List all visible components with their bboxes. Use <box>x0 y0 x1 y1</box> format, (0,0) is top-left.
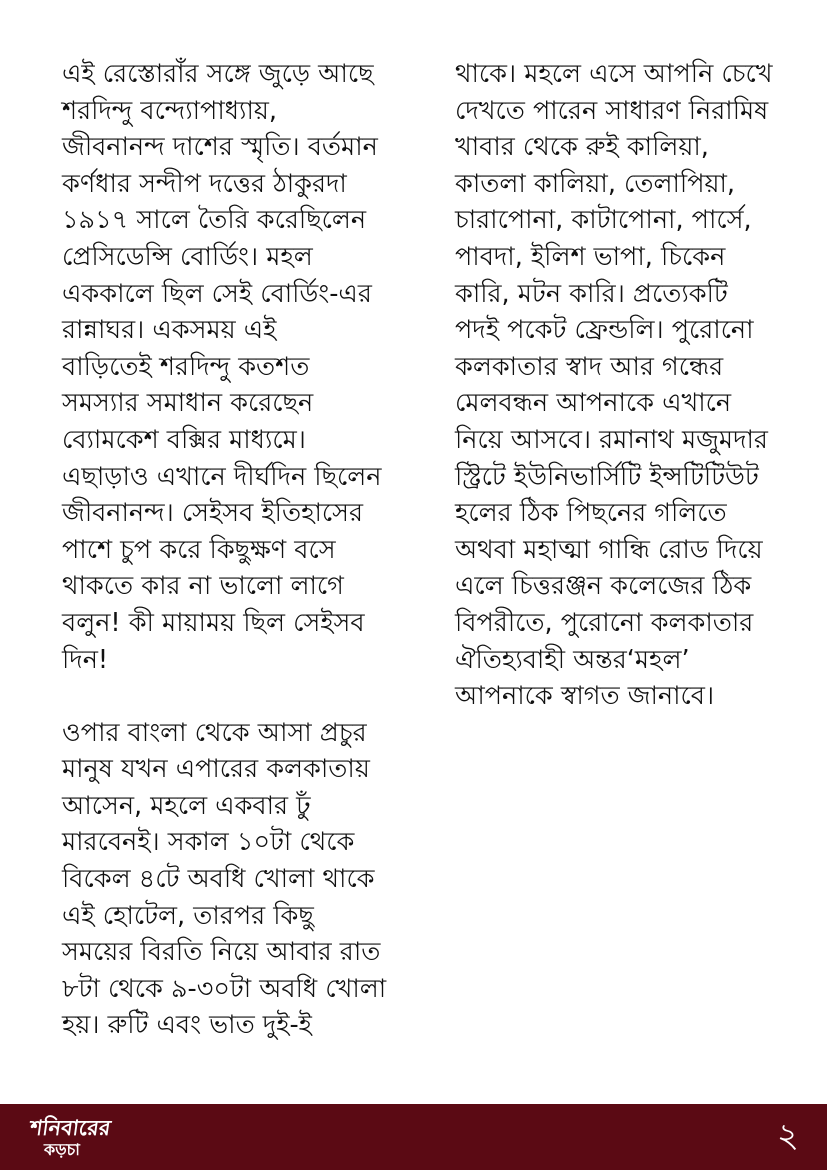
text-line: দিন! <box>62 644 109 675</box>
right-column <box>455 56 795 715</box>
text-line: আসেন, মহলে একবার ঢুঁ <box>62 790 311 821</box>
text-line: বিপরীতে, পুরোনো কলকাতার <box>455 607 754 638</box>
text-line: হয়। রুটি এবং ভাত দুই-ই <box>62 1010 312 1041</box>
text-line: ব্যোমকেশ বক্সির মাধ্যমে। <box>62 424 306 455</box>
text-line: অথবা মহাত্মা গান্ধি রোড দিয়ে <box>455 534 763 565</box>
right-paragraph-1 <box>455 56 795 715</box>
text-line: রান্নাঘর। একসময় এই <box>62 315 277 346</box>
text-line: পাশে চুপ করে কিছুক্ষণ বসে <box>62 534 336 565</box>
text-line: খাবার থেকে রুই কালিয়া, <box>455 132 709 163</box>
text-line: চারাপোনা, কাটাপোনা, পার্সে, <box>455 205 752 236</box>
text-line: কাতলা কালিয়া, তেলাপিয়া, <box>455 168 736 199</box>
text-line: পাবদা, ইলিশ ভাপা, চিকেন <box>455 241 726 272</box>
text-line: এছাড়াও এখানে দীর্ঘদিন ছিলেন <box>62 461 382 492</box>
text-line: মানুষ যখন এপারের কলকাতায় <box>62 754 370 785</box>
text-line: এককালে ছিল সেই বোর্ডিং-এর <box>62 278 372 309</box>
text-line: জীবনানন্দ। সেইসব ইতিহাসের <box>62 498 364 529</box>
text-line: বিকেল ৪টে অবধি খোলা থাকে <box>62 864 375 895</box>
magazine-logo <box>28 1110 113 1164</box>
text-line: থাকে। মহলে এসে আপনি চেখে <box>455 59 773 89</box>
text-line: এই রেস্তোরাঁর সঙ্গে জুড়ে আছে <box>62 59 374 89</box>
left-paragraph-1 <box>62 56 392 678</box>
text-line: মারবেনই। সকাল ১০টা থেকে <box>62 827 355 858</box>
text-line: স্ট্রিটে ইউনিভার্সিটি ইন্সটিটিউট <box>455 461 759 492</box>
text-line: জীবনানন্দ দাশের স্মৃতি। বর্তমান <box>62 132 378 163</box>
text-line: প্রেসিডেন্সি বোর্ডিং। মহল <box>62 241 313 272</box>
left-paragraph-2 <box>62 715 392 1044</box>
page-number: ২ <box>776 1116 799 1156</box>
left-column <box>62 56 392 1044</box>
text-line: হলের ঠিক পিছনের গলিতে <box>455 498 727 529</box>
text-line: শরদিন্দু বন্দ্যোপাধ্যায়, <box>62 95 277 126</box>
text-line: ১৯১৭ সালে তৈরি করেছিলেন <box>62 205 367 236</box>
text-line: কলকাতার স্বাদ আর গন্ধের <box>455 351 724 382</box>
text-line: ৮টা থেকে ৯-৩০টা অবধি খোলা <box>62 973 387 1004</box>
text-line: বাড়িতেই শরদিন্দু কতশত <box>62 351 310 382</box>
text-line: নিয়ে আসবে। রমানাথ মজুমদার <box>455 424 768 455</box>
logo-subtitle: কড়চা <box>44 1140 80 1159</box>
text-line: সমস্যার সমাধান করেছেন <box>62 388 314 419</box>
logo-title: শনিবারের <box>28 1115 113 1140</box>
text-line: ওপার বাংলা থেকে আসা প্রচুর <box>62 717 367 748</box>
text-line: কারি, মটন কারি। প্রত্যেকটি <box>455 278 728 309</box>
text-line: এলে চিত্তরঞ্জন কলেজের ঠিক <box>455 571 752 602</box>
text-line: সময়ের বিরতি নিয়ে আবার রাত <box>62 937 381 968</box>
text-line: মেলবন্ধন আপনাকে এখানে <box>455 388 732 419</box>
text-line: কর্ণধার সন্দীপ দত্তের ঠাকুরদা <box>62 168 347 199</box>
paragraph-gap <box>62 678 392 715</box>
text-line: দেখতে পারেন সাধারণ নিরামিষ <box>455 95 769 126</box>
text-line: এই হোটেল, তারপর কিছু <box>62 900 314 931</box>
text-line: বলুন! কী মায়াময় ছিল সেইসব <box>62 607 365 638</box>
text-line: থাকতে কার না ভালো লাগে <box>62 571 344 602</box>
text-line: পদই পকেট ফ্রেন্ডলি। পুরোনো <box>455 315 754 346</box>
text-line: ঐতিহ্যবাহী অন্তর‘মহল’ <box>455 644 690 675</box>
footer-bar <box>0 1104 827 1170</box>
text-line: আপনাকে স্বাগত জানাবে। <box>455 681 715 712</box>
